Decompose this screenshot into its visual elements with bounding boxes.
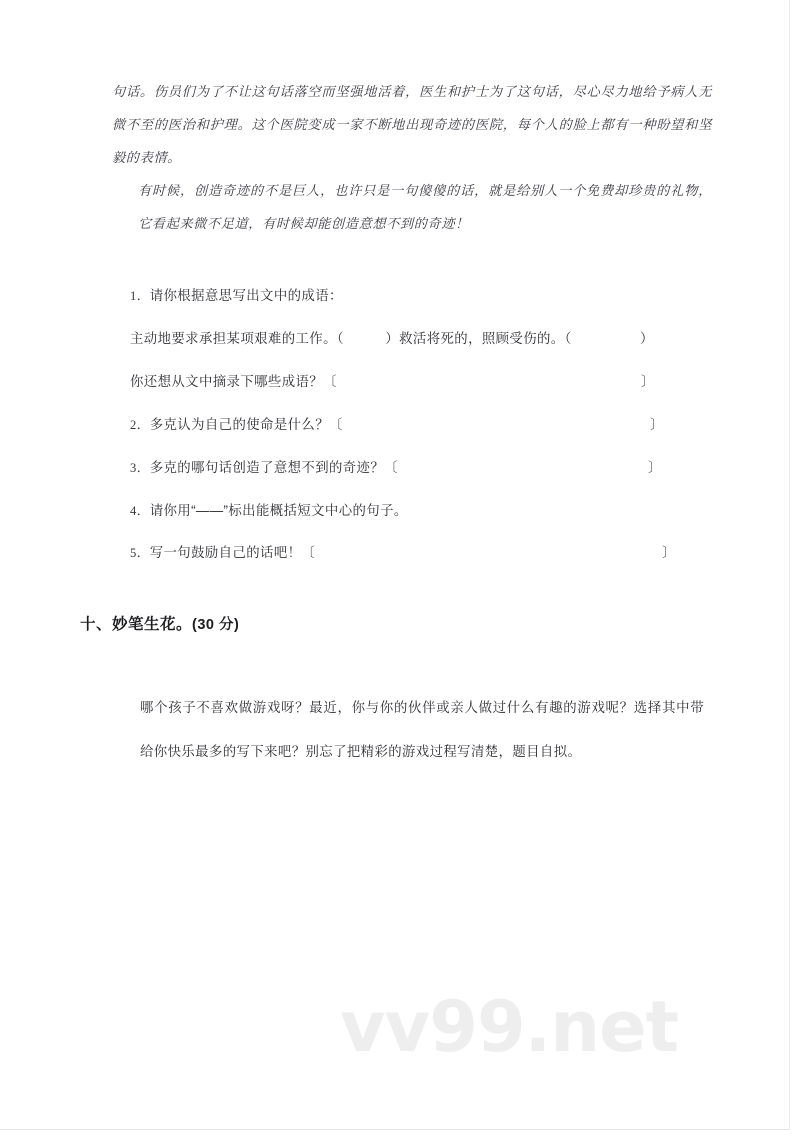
question-3-text: 多克的哪句话创造了意想不到的奇迹？〔 bbox=[149, 460, 398, 475]
section-heading bbox=[80, 612, 239, 634]
question-5-close-bracket: 〕 bbox=[662, 545, 676, 560]
question-1-idiom-line-a-close-bracket: ） bbox=[640, 331, 654, 346]
passage-paragraph-2-text: 有时候，创造奇迹的不是巨人，也许只是一句傻傻的话，就是给别人一个免费却珍贵的礼物，它看起来微不足道，有时候却能创造意想不到的奇迹！ bbox=[138, 184, 712, 232]
question-5 bbox=[130, 543, 315, 563]
question-2-number: 2． bbox=[130, 418, 150, 432]
question-1-idiom-line-a-text: 主动地要求承担某项艰难的工作。（ ）救活将死的，照顾受伤的。（ bbox=[130, 331, 572, 346]
question-2 bbox=[130, 415, 343, 435]
question-4-text: 请你用“——”标出能概括短文中心的句子。 bbox=[149, 503, 408, 518]
question-2-close-bracket: 〕 bbox=[650, 417, 664, 432]
question-4-number: 4． bbox=[130, 504, 150, 518]
question-5-text: 写一句鼓励自己的话吧！〔 bbox=[149, 545, 316, 560]
question-1-idiom-line-a bbox=[130, 329, 572, 349]
question-5-number: 5． bbox=[130, 546, 150, 560]
question-1-text: 请你根据意思写出文中的成语： bbox=[149, 288, 343, 303]
passage-paragraph-1: 句话。伤员们为了不让这句话落空而坚强地活着，医生和护士为了这句话，尽心尽力地给予病人无微不至的医治和护理。这个医院变成一家不断地出现奇迹的医院，每个人的脸上都有一种盼望和坚毅的表情。 bbox=[112, 85, 712, 166]
section-heading-score: (30 分) bbox=[192, 617, 240, 633]
question-1-number: 1． bbox=[130, 289, 150, 303]
question-1-idiom-line-b-close-bracket: 〕 bbox=[641, 374, 655, 389]
question-4 bbox=[130, 501, 408, 521]
watermark: vv99.net bbox=[340, 986, 679, 1068]
question-2-text: 多克认为自己的使命是什么？〔 bbox=[149, 417, 343, 432]
question-3-close-bracket: 〕 bbox=[648, 460, 662, 475]
passage-paragraph-2 bbox=[112, 175, 712, 241]
question-1 bbox=[130, 286, 343, 306]
blank-writing-area bbox=[60, 790, 740, 980]
section-heading-title: 十、妙笔生花。 bbox=[80, 616, 193, 633]
question-3-number: 3． bbox=[130, 461, 150, 475]
question-1-idiom-line-b bbox=[130, 372, 337, 392]
question-1-idiom-line-b-text: 你还想从文中摘录下哪些成语？〔 bbox=[130, 374, 337, 389]
composition-prompt bbox=[112, 686, 704, 774]
composition-prompt-text: 哪个孩子不喜欢做游戏呀？最近，你与你的伙伴或亲人做过什么有趣的游戏呢？选择其中带给你快乐最多的写下来吧？别忘了把精彩的游戏过程写清楚，题目自拟。 bbox=[140, 700, 704, 759]
question-3 bbox=[130, 458, 398, 478]
